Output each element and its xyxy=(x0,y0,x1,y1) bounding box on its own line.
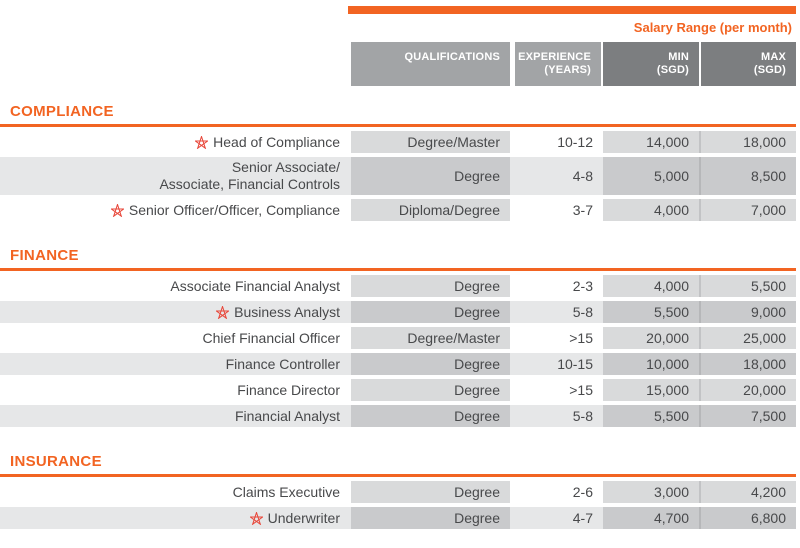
min-salary-cell: 4,000 xyxy=(603,199,699,221)
job-title-cell xyxy=(0,199,348,221)
job-title: Senior Associate/ Associate, Financial Controls xyxy=(159,159,340,192)
job-title-cell xyxy=(0,157,348,195)
job-title: Claims Executive xyxy=(232,483,340,500)
max-salary-column-header xyxy=(701,42,796,86)
job-title-cell xyxy=(0,405,348,427)
job-title-cell xyxy=(0,379,348,401)
min-salary-cell: 20,000 xyxy=(603,327,699,349)
section-rows xyxy=(0,481,796,529)
qualifications-cell: Diploma/Degree xyxy=(351,199,510,221)
experience-column-header xyxy=(515,42,601,86)
section-rows xyxy=(0,275,796,427)
star-icon xyxy=(111,204,124,217)
job-title-cell xyxy=(0,131,348,153)
min-header-line2: (SGD) xyxy=(656,64,689,76)
table-row xyxy=(0,379,796,401)
min-salary-cell: 4,000 xyxy=(603,275,699,297)
max-salary-cell: 8,500 xyxy=(701,157,796,195)
min-salary-cell: 4,700 xyxy=(603,507,699,529)
job-title: Head of Compliance xyxy=(213,133,340,150)
table-row xyxy=(0,275,796,297)
max-salary-cell: 18,000 xyxy=(701,131,796,153)
experience-cell: 4-8 xyxy=(572,168,593,184)
job-title: Finance Director xyxy=(237,381,340,398)
min-salary-cell: 10,000 xyxy=(603,353,699,375)
section-title: FINANCE xyxy=(10,247,79,264)
section-title: INSURANCE xyxy=(10,453,102,470)
star-icon xyxy=(250,512,263,525)
experience-header-line1: EXPERIENCE xyxy=(518,51,591,63)
table-row xyxy=(0,481,796,503)
section-rows xyxy=(0,131,796,221)
experience-cell: 5-8 xyxy=(572,408,593,424)
job-title: Senior Officer/Officer, Compliance xyxy=(128,201,340,218)
experience-cell: 10-12 xyxy=(557,134,593,150)
accent-top-bar xyxy=(348,6,796,14)
section-underline xyxy=(0,474,796,477)
max-salary-cell: 20,000 xyxy=(701,379,796,401)
min-salary-cell: 5,000 xyxy=(603,157,699,195)
experience-cell: 3-7 xyxy=(572,202,593,218)
qualifications-header-label: QUALIFICATIONS xyxy=(404,51,500,63)
min-header-line1: MIN xyxy=(668,51,689,63)
min-salary-column-header xyxy=(603,42,699,86)
table-row xyxy=(0,405,796,427)
star-icon xyxy=(216,306,229,319)
max-header-line2: (SGD) xyxy=(753,64,786,76)
experience-cell: 10-15 xyxy=(557,356,593,372)
max-salary-cell: 25,000 xyxy=(701,327,796,349)
experience-cell: 5-8 xyxy=(572,304,593,320)
qualifications-cell: Degree xyxy=(351,405,510,427)
experience-cell: 4-7 xyxy=(572,510,593,526)
experience-cell: 2-3 xyxy=(572,278,593,294)
qualifications-cell: Degree xyxy=(351,481,510,503)
qualifications-cell: Degree xyxy=(351,301,510,323)
table-row xyxy=(0,131,796,153)
job-title: Business Analyst xyxy=(234,303,340,320)
job-title: Finance Controller xyxy=(225,355,340,372)
min-salary-cell: 15,000 xyxy=(603,379,699,401)
salary-range-label: Salary Range (per month) xyxy=(633,20,792,35)
experience-cell: >15 xyxy=(569,330,593,346)
qualifications-cell: Degree/Master xyxy=(351,131,510,153)
job-title-cell xyxy=(0,353,348,375)
qualifications-cell: Degree xyxy=(351,507,510,529)
job-title: Associate Financial Analyst xyxy=(170,277,340,294)
min-salary-cell: 5,500 xyxy=(603,301,699,323)
star-icon xyxy=(195,136,208,149)
job-title-cell xyxy=(0,507,348,529)
table-row xyxy=(0,353,796,375)
section-underline xyxy=(0,268,796,271)
job-title-cell xyxy=(0,301,348,323)
job-title-cell xyxy=(0,327,348,349)
qualifications-cell: Degree xyxy=(351,379,510,401)
experience-cell: >15 xyxy=(569,382,593,398)
table-row xyxy=(0,507,796,529)
experience-header-line2: (YEARS) xyxy=(544,64,591,76)
table-header-row xyxy=(0,42,796,86)
qualifications-cell: Degree/Master xyxy=(351,327,510,349)
category-section xyxy=(0,105,796,221)
qualifications-cell: Degree xyxy=(351,275,510,297)
min-salary-cell: 14,000 xyxy=(603,131,699,153)
experience-cell: 2-6 xyxy=(572,484,593,500)
section-title: COMPLIANCE xyxy=(10,103,114,120)
job-title: Underwriter xyxy=(267,509,340,526)
table-sections xyxy=(0,105,796,529)
max-salary-cell: 5,500 xyxy=(701,275,796,297)
section-underline xyxy=(0,124,796,127)
qualifications-cell: Degree xyxy=(351,353,510,375)
max-salary-cell: 6,800 xyxy=(701,507,796,529)
min-salary-cell: 3,000 xyxy=(603,481,699,503)
table-row xyxy=(0,157,796,195)
max-salary-cell: 18,000 xyxy=(701,353,796,375)
category-section xyxy=(0,455,796,529)
max-salary-cell: 7,000 xyxy=(701,199,796,221)
job-title: Financial Analyst xyxy=(234,407,340,424)
qualifications-column-header xyxy=(351,42,510,86)
table-row xyxy=(0,301,796,323)
table-row xyxy=(0,199,796,221)
salary-guide-table xyxy=(0,6,796,529)
table-row xyxy=(0,327,796,349)
job-title: Chief Financial Officer xyxy=(202,329,340,346)
header-title-spacer xyxy=(0,42,348,86)
max-header-line1: MAX xyxy=(760,51,786,63)
max-salary-cell: 4,200 xyxy=(701,481,796,503)
job-title-cell xyxy=(0,275,348,297)
max-salary-cell: 7,500 xyxy=(701,405,796,427)
category-section xyxy=(0,249,796,427)
min-salary-cell: 5,500 xyxy=(603,405,699,427)
max-salary-cell: 9,000 xyxy=(701,301,796,323)
qualifications-cell: Degree xyxy=(351,157,510,195)
job-title-cell xyxy=(0,481,348,503)
